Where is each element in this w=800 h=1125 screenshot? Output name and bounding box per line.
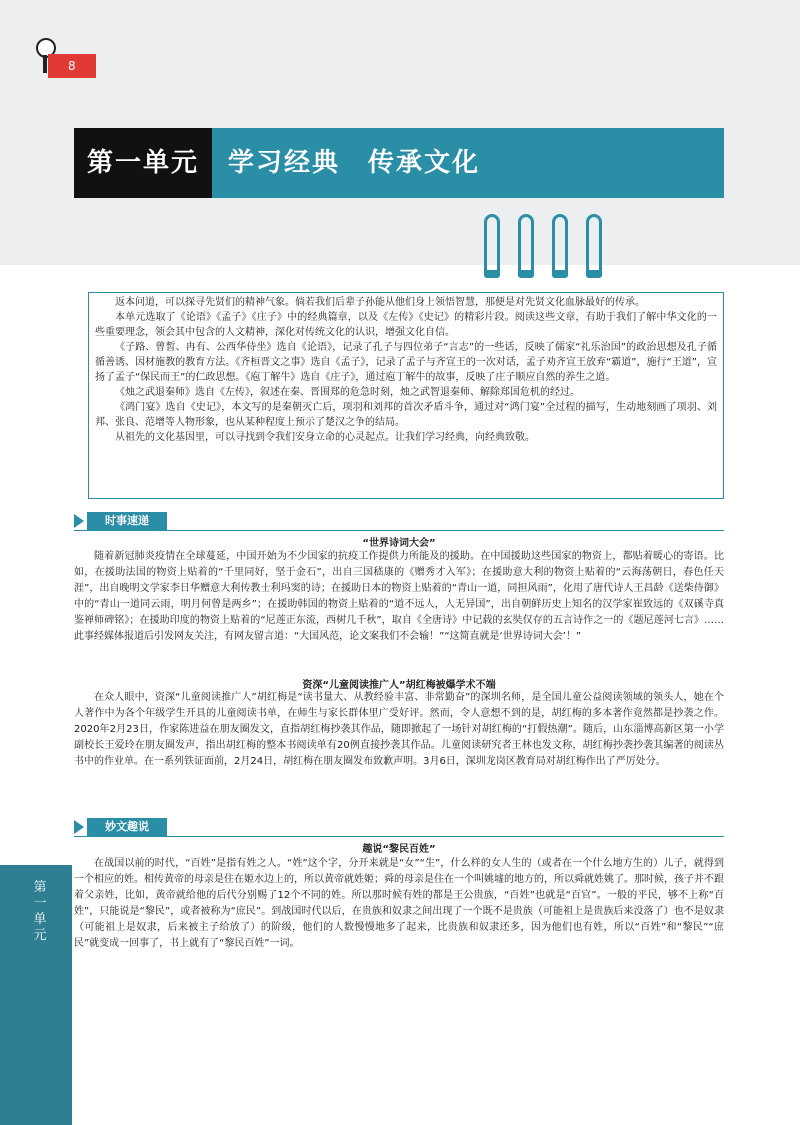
section-header-news bbox=[74, 512, 167, 530]
article-body bbox=[74, 549, 724, 645]
arrow-icon bbox=[74, 514, 84, 528]
unit-label: 第一单元 bbox=[74, 128, 212, 198]
article-paragraph: 在众人眼中，资深“儿童阅读推广人”胡红梅是“读书量大、从教经验丰富、非常勤奋”的深圳名师，是全国儿童公益阅读领域的领头人，她在个人著作中为各个年级学生开具的儿童阅读书单，在师生与家长群体里广受好评。然而，令人意想不到的是，胡红梅的多本著作竟然都是抄袭之作。2020年2月23日，作家陈进益在朋友圈发文，直指胡红梅抄袭其作品，随即掀起了一场针对胡红梅的“打假热潮”。随后，山东淄博高新区第一小学副校长王爱玲在朋友圈发声，指出胡红梅的整本书阅读单有20例直接抄袭其作品。儿童阅读研究者王林也发文称，胡红梅抄袭抄袭其编著的阅读丛书中的作业单。在一系列铁证面前，2月24日，胡红梅在朋友圈发布致歉声明。3月6日，深圳龙岗区教育局对胡红梅作出了严厉处分。 bbox=[74, 692, 724, 767]
binder-ring-base bbox=[586, 270, 602, 278]
intro-paragraph: 本单元选取了《论语》《孟子》《庄子》中的经典篇章，以及《左传》《史记》的精彩片段。阅读这些文章，有助于我们了解中华文化的一些重要理念，领会其中包含的人文精神，深化对传统文化的认识，增强文化自信。 bbox=[95, 312, 717, 338]
section-title: 妙文趣说 bbox=[87, 818, 167, 836]
binder-ring-icon bbox=[552, 214, 568, 276]
article-title: 趣说“黎民百姓” bbox=[362, 844, 436, 855]
pushpin-stem bbox=[43, 55, 47, 73]
section-divider bbox=[74, 530, 724, 531]
article-body bbox=[74, 856, 724, 952]
unit-title: 学习经典 传承文化 bbox=[212, 128, 724, 198]
section-header-fun bbox=[74, 818, 167, 836]
binder-ring-icon bbox=[484, 214, 500, 276]
arrow-icon bbox=[74, 820, 84, 834]
intro-paragraph: 《烛之武退秦师》选自《左传》，叙述在秦、晋围郑的危急时刻，烛之武智退秦师、解除郑国危机的经过。 bbox=[115, 387, 580, 398]
side-unit-label: 第一单元 bbox=[33, 880, 47, 943]
page-number: 8 bbox=[48, 54, 96, 78]
unit-introduction bbox=[88, 292, 724, 499]
binder-ring-icon bbox=[586, 214, 602, 276]
binder-ring-base bbox=[552, 270, 568, 278]
article-body bbox=[74, 690, 724, 770]
intro-paragraph: 《子路、曾皙、冉有、公西华侍坐》选自《论语》，记录了孔子与四位弟子“言志”的一些话，反映了儒家“礼乐治国”的政治思想及孔子循循善诱、因材施教的教育方法。《齐桓晋文之事》选自《孟子》，记录了孟子与齐宣王的一次对话，孟子劝齐宣王放弃“霸道”，施行“王道”，宣扬了孟子“保民而王”的仁政思想。《庖丁解牛》选自《庄子》，通过庖丁解牛的故事，反映了庄子顺应自然的养生之道。 bbox=[95, 342, 717, 383]
article-title: 资深“儿童阅读推广人”胡红梅被爆学术不端 bbox=[302, 680, 496, 691]
binder-ring-icon bbox=[518, 214, 534, 276]
intro-paragraph: 《鸿门宴》选自《史记》，本文写的是秦朝灭亡后，项羽和刘邦的首次矛盾斗争，通过对“鸿门宴”全过程的描写，生动地刻画了项羽、刘邦、张良、范增等人物形象，也从某种程度上预示了楚汉之争的结局。 bbox=[95, 402, 717, 428]
binder-ring-base bbox=[484, 270, 500, 278]
section-title: 时事速递 bbox=[87, 512, 167, 530]
section-divider bbox=[74, 836, 724, 837]
intro-paragraph: 返本问道，可以探寻先贤们的精神气象。倘若我们后辈子孙能从他们身上领悟智慧，那便是对先贤文化血脉最好的传承。 bbox=[115, 297, 645, 308]
article-paragraph: 在战国以前的时代，“百姓”是指有姓之人。“姓”这个字，分开来就是“女”“生”，什么样的女人生的（或者在一个什么地方生的）儿子，就得到一个相应的姓。相传黄帝的母亲是住在姬水边上的，所以黄帝就姓姬；舜的母亲是住在一个叫姚墟的地方的，所以舜就姓姚了。那时候，孩子并不跟着父亲姓，比如，黄帝就给他的后代分别赐了12个不同的姓。所以那时候有姓的都是王公贵族，“百姓”也就是“百官”。一般的平民，够不上称“百姓”，只能说是“黎民”，或者被称为“庶民”。到战国时代以后，在贵族和奴隶之间出现了一个既不是贵族（可能祖上是贵族后来没落了）也不是奴隶（可能祖上是奴隶，后来被主子给放了）的阶级，他们的人数慢慢地多了起来，比贵族和奴隶还多，因为他们也有姓，所以“百姓”和“黎民”“庶民”就变成一回事了，书上就有了“黎民百姓”一词。 bbox=[74, 858, 724, 949]
article-paragraph: 随着新冠肺炎疫情在全球蔓延，中国开始为不少国家的抗疫工作提供力所能及的援助。在中国援助这些国家的物资上，都贴着暖心的寄语。比如，在援助法国的物资上贴着的“千里同好，坚于金石”，出自三国嵇康的《赠秀才入军》；在援助意大利的物资上贴着的“云海荡朝日，春色任天涯”，出自晚明文学家李日华赠意大利传教士利玛窦的诗；在援助日本的物资上贴着的“青山一道，同担风雨”，化用了唐代诗人王昌龄《送柴侍御》中的“青山一道同云雨，明月何曾是两乡”；在援助韩国的物资上贴着的“道不远人，人无异国”，出自朝鲜历史上知名的汉学家崔致远的《双磎寺真鉴禅师碑铭》；在援助印度的物资上贴着的“尼莲正东流，西树几千秋”，取自《全唐诗》中记载的玄奘仅存的五言诗作之一的《题尼莲河七言》……此事经媒体报道后引发网友关注，有网友留言道：“大国风范，论文案我们不会输！”“这简直就是‘世界诗词大会’！” bbox=[74, 551, 724, 642]
binder-ring-base bbox=[518, 270, 534, 278]
article-title: “世界诗词大会” bbox=[362, 538, 436, 549]
intro-paragraph: 从祖先的文化基因里，可以寻找到令我们安身立命的心灵起点。让我们学习经典，向经典致敬。 bbox=[115, 432, 535, 443]
